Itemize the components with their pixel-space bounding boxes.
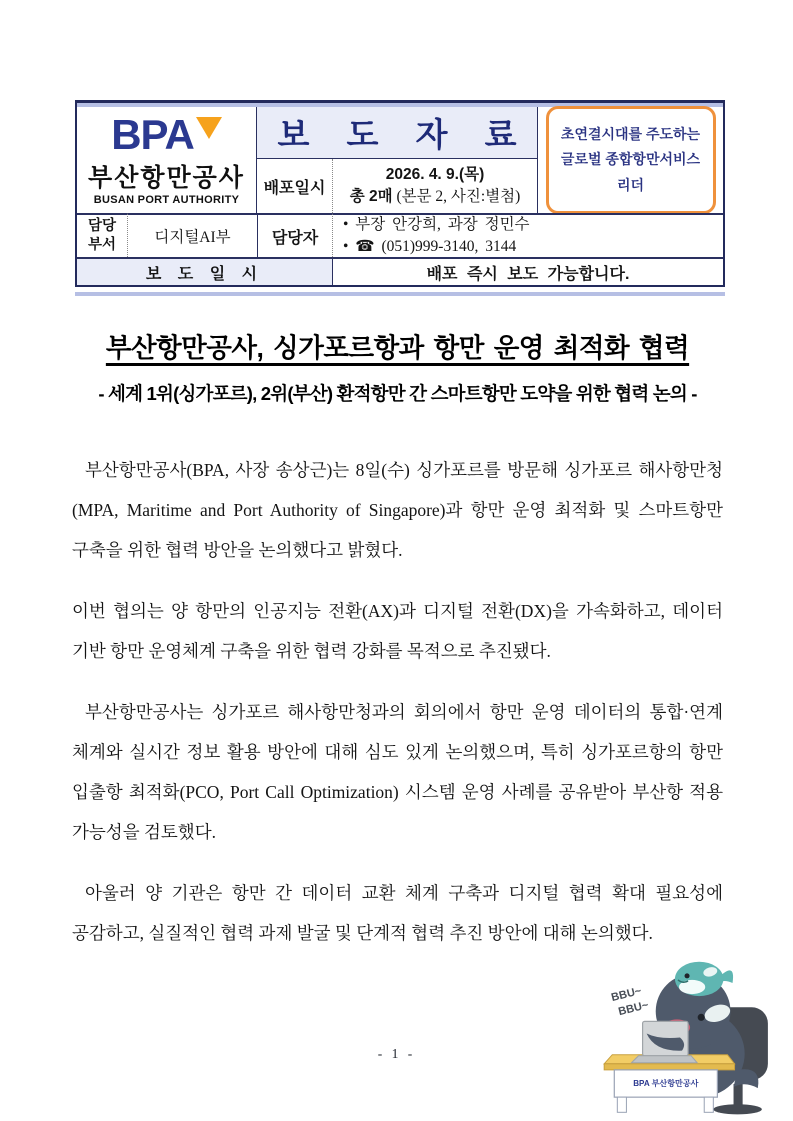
release-date-value — [332, 159, 537, 213]
logo-korean-name: 부산항만공사 — [88, 164, 245, 192]
slogan-line-2: 글로벌 종합항만서비스 리더 — [560, 151, 701, 193]
mascot-illustration — [586, 950, 778, 1118]
contact-name-line: • 부장 안강희, 과장 정민수 — [343, 215, 530, 233]
slogan-line-1: 초연결시대를 주도하는 — [560, 126, 701, 143]
desk-label: BPA 부산항만공사 — [633, 1079, 699, 1089]
paragraph-1: 부산항만공사(BPA, 사장 송상근)는 8일(수) 싱가포르를 방문해 싱가포르 해사항만청(MPA, Maritime and Port Authority of Singapore)과 항만 운영 최적화 및 스마트항만 구축을 위한 협력 방안을 논의했다고 밝혔다. — [72, 460, 723, 560]
contact-value — [332, 213, 723, 257]
speech-text — [610, 985, 650, 1018]
report-time-value: 배포 즉시 보도 가능합니다. — [332, 257, 723, 285]
slogan-box — [546, 106, 716, 214]
paragraph-3: 부산항만공사는 싱가포르 해사항만청과의 회의에서 항만 운영 데이터의 통합·연계 체계와 실시간 정보 활용 방안에 대해 심도 있게 논의했으며, 특히 싱가포르항의 항만 입출항 최적화(PCO, Port Call Optimization) 시스템 운영 사례를 공유받아 부산항 적용 가능성을 검토했다. — [72, 702, 723, 842]
logo-acronym: BPA — [111, 111, 194, 158]
speech-line-1: BBU~ — [610, 985, 643, 1005]
speech-line-2: BBU~ — [617, 999, 650, 1019]
bpa-logo — [77, 107, 257, 213]
logo-triangle-icon — [196, 117, 222, 139]
report-time-label: 보 도 일 시 — [77, 257, 332, 285]
desk — [604, 1055, 734, 1113]
release-pages — [350, 186, 521, 208]
slogan-cell — [537, 107, 723, 213]
doc-type-title: 보 도 자 료 — [257, 107, 537, 159]
logo-english-name: BUSAN PORT AUTHORITY — [93, 194, 240, 206]
release-date-label: 배포일시 — [263, 179, 326, 197]
article-subtitle: - 세계 1위(싱가포르), 2위(부산) 환적항만 간 스마트항만 도약을 위한 협력 논의 - — [98, 383, 697, 404]
article-title: 부산항만공사, 싱가포르항과 항만 운영 최적화 협력 — [105, 333, 690, 363]
department-label: 담당 부서 — [77, 213, 127, 257]
paragraph-2: 이번 협의는 양 항만의 인공지능 전환(AX)과 디지털 전환(DX)을 가속화하고, 데이터 기반 항만 운영체계 구축을 위한 협력 강화를 목적으로 추진됐다. — [72, 601, 723, 661]
contact-label: 담당자 — [257, 213, 332, 257]
release-pages-detail: (본문 2, 사진:별첨) — [396, 188, 521, 205]
contact-phone-line: • ☎ (051)999-3140, 3144 — [343, 238, 517, 255]
page-number: - 1 - — [377, 1046, 416, 1061]
release-pages-count: 총 2매 — [349, 188, 393, 205]
department-value: 디지털AI부 — [127, 213, 257, 257]
article — [72, 326, 723, 953]
header-table — [75, 100, 725, 287]
header-table-bottom-band — [75, 292, 725, 296]
release-date: 2026. 4. 9.(목) — [385, 166, 485, 184]
paragraph-4: 아울러 양 기관은 항만 간 데이터 교환 체계 구축과 디지털 협력 확대 필요성에 공감하고, 실질적인 협력 과제 발굴 및 단계적 협력 추진 방안에 대해 논의했다. — [72, 883, 723, 943]
logo-wordmark — [111, 111, 222, 158]
